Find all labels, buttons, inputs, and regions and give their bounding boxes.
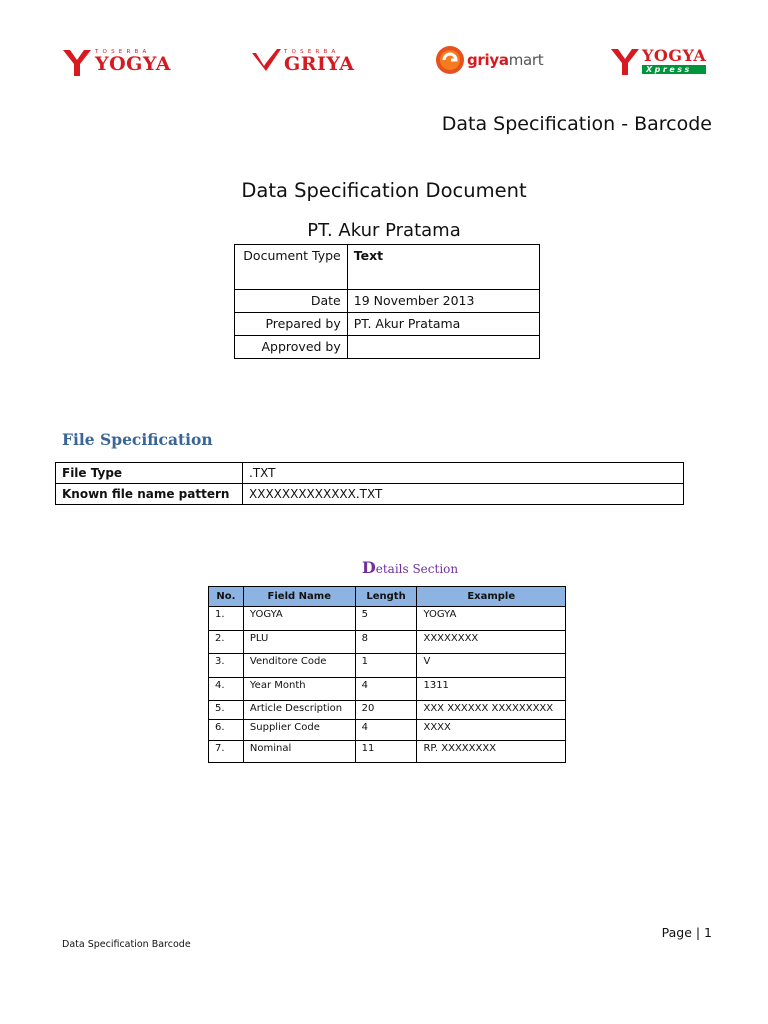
document-company: PT. Akur Pratama	[307, 220, 461, 241]
yogya-logo	[62, 47, 171, 77]
yogya-express-logo	[610, 46, 706, 76]
document-meta-table	[234, 244, 540, 359]
cell-length: 4	[355, 720, 417, 741]
column-header-no: No.	[209, 587, 244, 607]
table-row	[209, 720, 566, 741]
cell-field: Nominal	[243, 741, 355, 763]
column-header-length: Length	[355, 587, 417, 607]
file-spec-heading: File Specification	[62, 430, 213, 449]
cell-no: 2.	[209, 631, 244, 654]
cell-length: 20	[355, 701, 417, 720]
details-heading	[0, 558, 768, 577]
cell-length: 8	[355, 631, 417, 654]
column-header-example: Example	[417, 587, 566, 607]
griya-logo-name: GRIYA	[284, 53, 355, 76]
meta-label: Approved by	[235, 336, 348, 359]
table-row	[209, 678, 566, 701]
file-spec-key: Known file name pattern	[56, 484, 243, 505]
meta-value: Text	[347, 245, 539, 290]
cell-field: PLU	[243, 631, 355, 654]
meta-value: PT. Akur Pratama	[347, 313, 539, 336]
meta-label: Date	[235, 290, 348, 313]
griya-chevron-icon	[250, 47, 282, 77]
cell-field: YOGYA	[243, 607, 355, 631]
meta-value: 19 November 2013	[347, 290, 539, 313]
cell-no: 3.	[209, 654, 244, 678]
yogya-express-y-icon	[610, 46, 640, 76]
cell-field: Venditore Code	[243, 654, 355, 678]
header-title: Data Specification - Barcode	[441, 113, 712, 135]
meta-label: Document Type	[235, 245, 348, 290]
table-row	[209, 741, 566, 763]
griyamart-logo-part2: mart	[508, 51, 544, 69]
table-row	[56, 484, 684, 505]
cell-field: Article Description	[243, 701, 355, 720]
griya-logo	[250, 47, 355, 77]
table-row	[209, 701, 566, 720]
cell-example: XXXXXXXX	[417, 631, 566, 654]
cell-example: RP. XXXXXXXX	[417, 741, 566, 763]
cell-no: 6.	[209, 720, 244, 741]
table-row	[209, 654, 566, 678]
page-number: Page | 1	[661, 925, 712, 940]
cell-no: 1.	[209, 607, 244, 631]
yogya-express-logo-tag: Xpress	[642, 65, 706, 74]
yogya-y-icon	[62, 47, 92, 77]
table-row	[235, 290, 540, 313]
yogya-logo-name: YOGYA	[95, 53, 171, 76]
details-heading-rest: etails Section	[375, 562, 459, 576]
table-row	[56, 463, 684, 484]
file-spec-table	[55, 462, 684, 505]
cell-length: 4	[355, 678, 417, 701]
cell-length: 5	[355, 607, 417, 631]
table-row	[235, 245, 540, 290]
cell-example: YOGYA	[417, 607, 566, 631]
table-row	[209, 607, 566, 631]
cell-field: Supplier Code	[243, 720, 355, 741]
details-table	[208, 586, 566, 763]
cell-length: 11	[355, 741, 417, 763]
meta-value	[347, 336, 539, 359]
griya-logo-small-text: TOSERBA	[284, 48, 340, 55]
document-title: Data Specification Document	[241, 179, 527, 202]
table-row	[235, 336, 540, 359]
cell-example: XXX XXXXXX XXXXXXXXX	[417, 701, 566, 720]
footer-text: Data Specification Barcode	[62, 939, 191, 950]
table-row	[209, 631, 566, 654]
file-spec-key: File Type	[56, 463, 243, 484]
cell-example: XXXX	[417, 720, 566, 741]
yogya-logo-small-text: TOSERBA	[95, 48, 151, 55]
cell-example: 1311	[417, 678, 566, 701]
griyamart-logo-part1: griya	[467, 51, 509, 69]
table-header-row	[209, 587, 566, 607]
file-spec-value: .TXT	[243, 463, 684, 484]
cell-no: 7.	[209, 741, 244, 763]
cell-length: 1	[355, 654, 417, 678]
column-header-field-name: Field Name	[243, 587, 355, 607]
griyamart-circle-icon	[435, 45, 465, 75]
griyamart-logo	[435, 45, 543, 75]
cell-no: 5.	[209, 701, 244, 720]
cell-example: V	[417, 654, 566, 678]
details-heading-initial: D	[361, 558, 376, 577]
meta-label: Prepared by	[235, 313, 348, 336]
file-spec-value: XXXXXXXXXXXXX.TXT	[243, 484, 684, 505]
cell-field: Year Month	[243, 678, 355, 701]
yogya-express-logo-name: YOGYA	[642, 46, 707, 65]
cell-no: 4.	[209, 678, 244, 701]
table-row	[235, 313, 540, 336]
